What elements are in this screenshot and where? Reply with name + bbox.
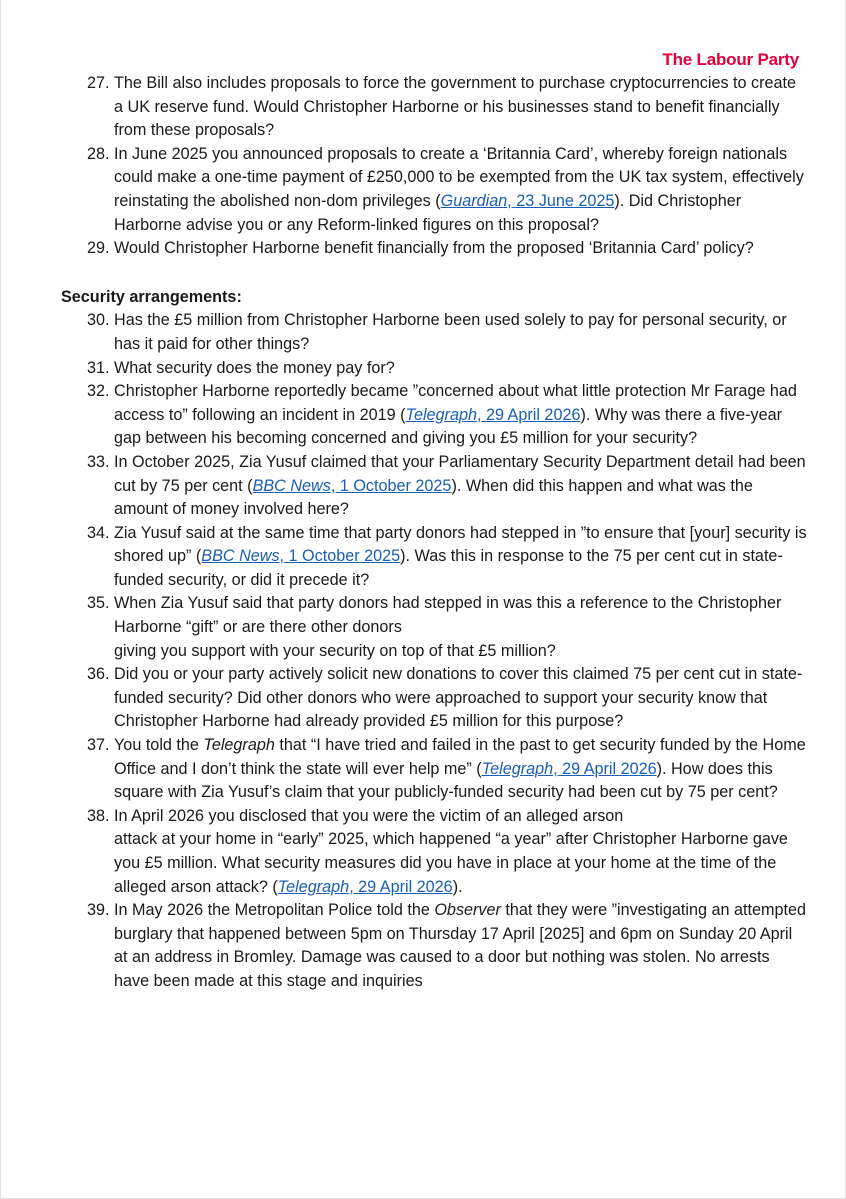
question-text: that they were ”investigating an attempted burglary that happened between 5pm on Thursday 17 April [2025] and 6pm on Sunday 20 April at an address in Bromley. Damage was caused to a door but nothing was stolen. No arrests have been made at this stage and inquiries (114, 901, 806, 990)
question-30 (1, 309, 846, 356)
question-38 (1, 805, 846, 899)
labour-party-logo (662, 50, 799, 70)
link-date: , 1 October 2025 (330, 476, 452, 495)
question-39 (1, 899, 846, 993)
question-31 (1, 357, 846, 381)
question-number: 37. (87, 736, 110, 755)
question-number: 33. (87, 452, 110, 471)
question-number: 28. (87, 144, 110, 163)
question-text: Zia Yusuf said at the same time that party donors had stepped in ”to ensure that [your] security is shored up” ( (114, 523, 807, 566)
link-source-name: BBC News (252, 476, 331, 495)
source-link-telegraph[interactable] (482, 760, 657, 778)
question-list-policy (1, 72, 846, 261)
question-text: In May 2026 the Metropolitan Police told the (114, 901, 435, 920)
question-number: 38. (87, 806, 110, 825)
question-text: ). Was this in response to the 75 per cent cut in state-funded security, or did it precede it? (114, 547, 783, 589)
question-text: You told the (114, 736, 204, 755)
question-text: In June 2025 you announced proposals to create a ‘Britannia Card’, whereby foreign nationals could make a one-time payment of £250,000 to be exempted from the UK tax system, effectively reinstating the abolished non-dom privileges ( (114, 144, 804, 210)
question-number: 39. (87, 901, 110, 920)
question-text: The Bill also includes proposals to force the government to purchase cryptocurrencies to create a UK reserve fund. Would Christopher Harborne or his businesses stand to benefit financially from these proposals? (114, 74, 797, 140)
question-number: 35. (87, 594, 110, 613)
source-link-guardian[interactable] (441, 192, 615, 210)
question-text: Has the £5 million from Christopher Harborne been used solely to pay for personal security, or has it paid for other things? (114, 311, 787, 353)
question-number: 27. (87, 74, 110, 92)
question-list-security (1, 309, 846, 993)
link-date: , 1 October 2025 (279, 547, 401, 566)
link-date: , 29 April 2026 (349, 877, 453, 896)
question-text-continued (114, 828, 807, 899)
question-37 (1, 734, 846, 805)
question-29 (1, 237, 846, 261)
question-text: ). When did this happen and what was the amount of money involved here? (114, 476, 753, 519)
question-number: 34. (87, 523, 110, 542)
question-text: In October 2025, Zia Yusuf claimed that your Parliamentary Security Department detail had been cut by 75 per cent ( (114, 452, 806, 495)
link-source-name: Telegraph (277, 877, 350, 896)
question-text: When Zia Yusuf said that party donors had stepped in was this a reference to the Christopher Harborne “gift” or are there other donors (114, 594, 782, 637)
publication-name: Telegraph (203, 736, 275, 755)
question-text: Christopher Harborne reportedly became ”concerned about what little protection Mr Farage had access to” following an incident in 2019 ( (114, 382, 797, 424)
source-link-bbc-news[interactable] (201, 547, 400, 565)
link-source-name: BBC News (201, 547, 280, 566)
question-28 (1, 143, 846, 237)
question-34 (1, 522, 846, 593)
question-35 (1, 592, 846, 663)
question-text: that “I have tried and failed in the past to get security funded by the Home Office and I don’t think the state will ever help me” ( (114, 736, 806, 778)
question-text: What security does the money pay for? (114, 358, 395, 377)
source-link-telegraph[interactable] (406, 406, 581, 424)
question-33 (1, 451, 846, 522)
question-text: In April 2026 you disclosed that you were the victim of an alleged arson (114, 806, 624, 825)
question-27 (1, 72, 846, 143)
link-date: , 23 June 2025 (507, 191, 615, 210)
question-text: ). Did Christopher Harborne advise you or any Reform-linked figures on this proposal? (114, 191, 742, 234)
source-link-bbc-news[interactable] (253, 477, 452, 495)
link-date: , 29 April 2026 (476, 405, 581, 424)
question-text: ). (452, 877, 463, 896)
question-text: Would Christopher Harborne benefit financially from the proposed ‘Britannia Card’ policy? (114, 239, 754, 258)
brand-text: The Labour Party (662, 50, 799, 69)
source-link-telegraph[interactable] (278, 878, 453, 896)
question-number: 30. (87, 311, 110, 330)
link-source-name: Guardian (440, 191, 508, 210)
question-32 (1, 380, 846, 451)
question-number: 31. (87, 358, 110, 377)
publication-name: Observer (434, 901, 501, 920)
link-source-name: Telegraph (405, 405, 477, 424)
document-body (1, 72, 846, 994)
question-text: Did you or your party actively solicit new donations to cover this claimed 75 per cent cut in state-funded security? Did other donors who were approached to support your security know that Christopher Harborne had already provided £5 million for this purpose? (114, 665, 803, 731)
question-number: 32. (87, 382, 110, 401)
question-text: attack at your home in “early” 2025, which happened “a year” after Christopher Harborne gave you £5 million. What security measures did you have in place at your home at the time of the alleged arson attack? ( (114, 830, 788, 896)
question-36 (1, 663, 846, 734)
question-number: 29. (87, 239, 110, 258)
question-text: ). How does this square with Zia Yusuf’s claim that your publicly-funded security had been cut by 75 per cent? (114, 759, 778, 802)
question-text: ). Why was there a five-year gap between his becoming concerned and giving you £5 million for your security? (114, 405, 782, 448)
question-text-continued: giving you support with your security on top of that £5 million? (114, 641, 556, 660)
section-heading-security: Security arrangements: (61, 287, 242, 306)
link-date: , 29 April 2026 (553, 759, 657, 778)
question-number: 36. (87, 665, 110, 684)
link-source-name: Telegraph (481, 759, 554, 778)
